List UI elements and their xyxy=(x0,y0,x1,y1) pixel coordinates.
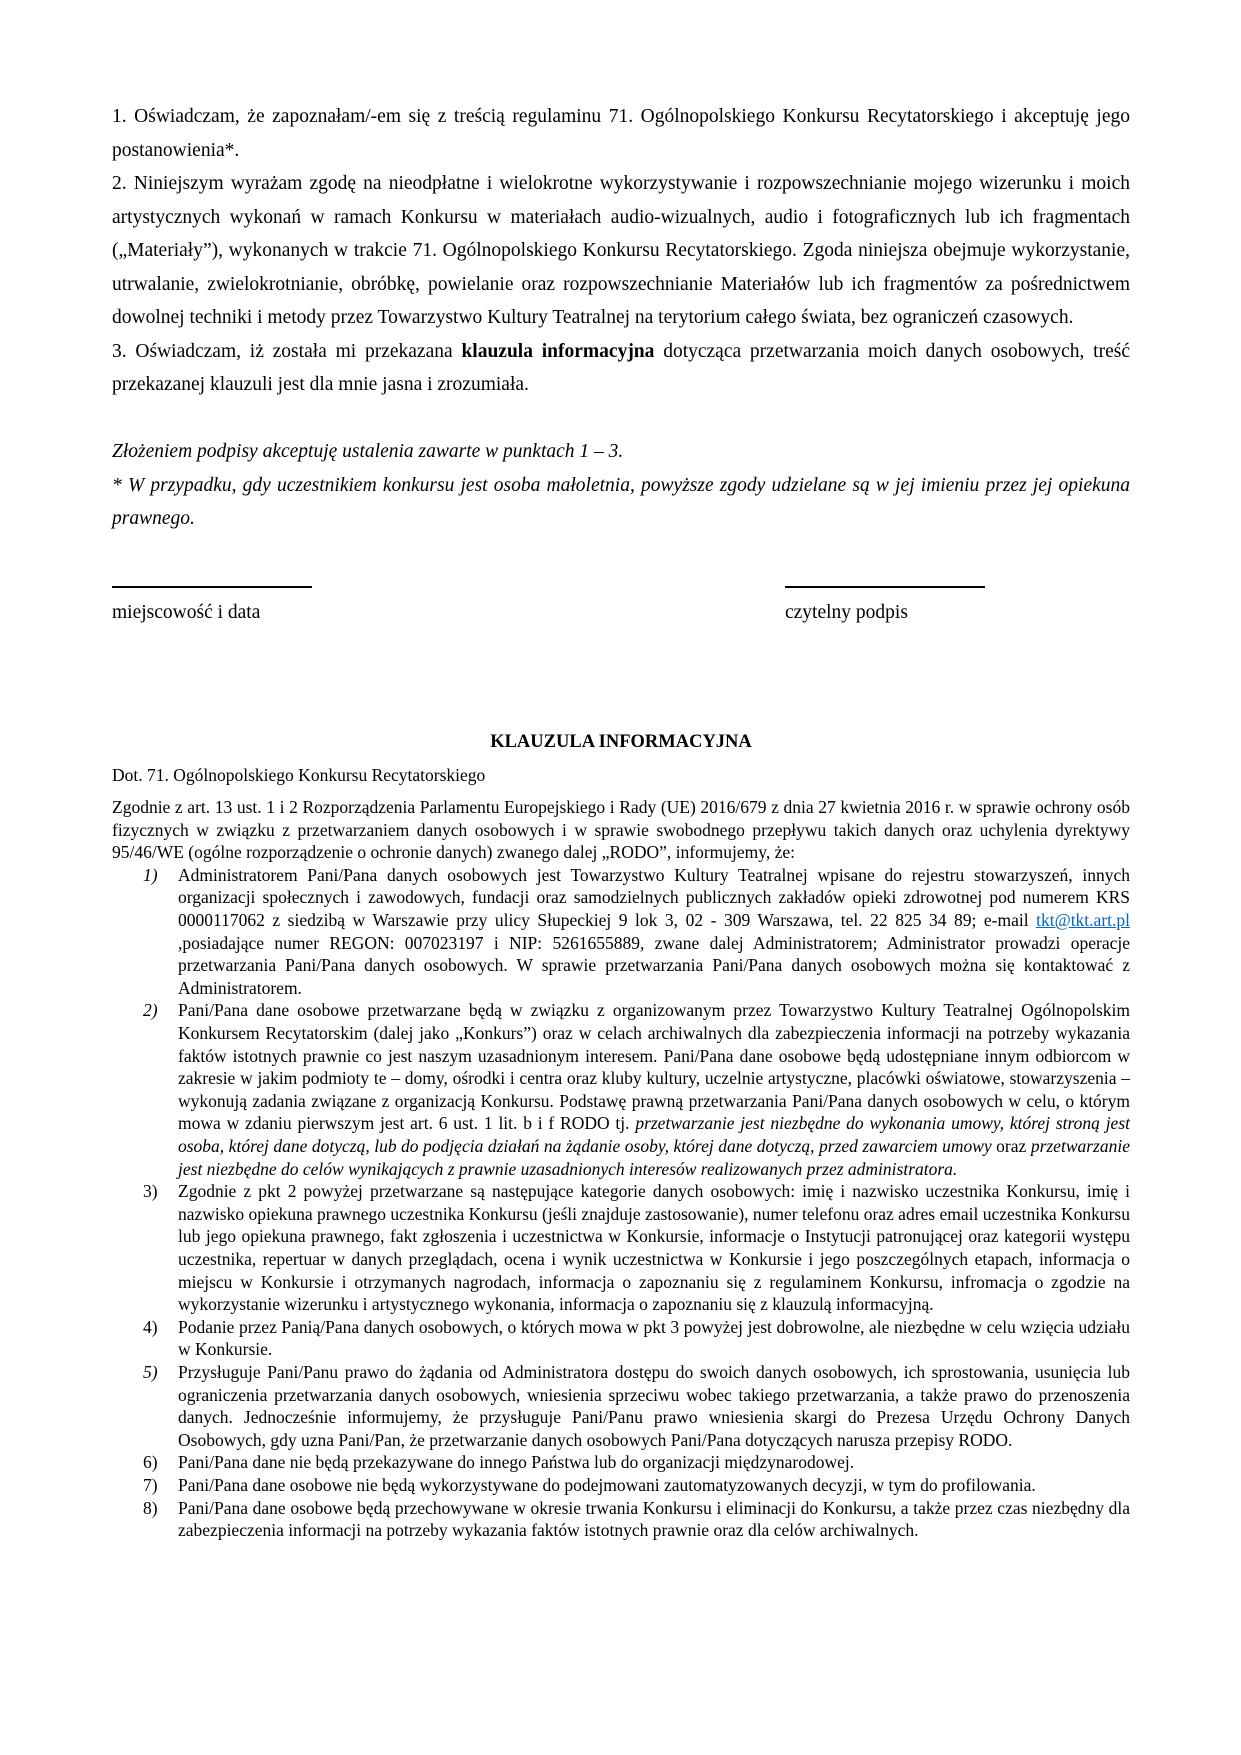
klauzula-item-4 xyxy=(112,1316,1130,1361)
klauzula-list xyxy=(112,864,1130,1542)
klauzula-item-8 xyxy=(112,1497,1130,1542)
text-run: 1. Oświadczam, że zapoznałam/-em się z treścią regulaminu 71. Ogólnopolskiego Konkursu Recytatorskiego i akceptuję jego postanowienia*. xyxy=(112,106,1130,161)
acceptance-note xyxy=(112,435,1130,469)
klauzula-intro xyxy=(112,796,1130,864)
item-text xyxy=(178,1475,1036,1495)
klauzula-item-7 xyxy=(112,1474,1130,1497)
signature-area xyxy=(112,586,1130,682)
text-run: Pani/Pana dane nie będą przekazywane do innego Państwa lub do organizacji międzynarodowej. xyxy=(178,1452,855,1473)
text-run: 2. Niniejszym wyrażam zgodę na nieodpłatne i wielokrotne wykorzystywanie i rozpowszechnianie mojego wizerunku i moich artystycznych wykonań w ramach Konkursu w materiałach audio-wizualnych, audio i fotograficznych lub ich fragmentach („Materiały”), wykonanych w trakcie 71. Ogólnopolskiego Konkursu Recytatorskiego. Zgoda niniejsza obejmuje wykorzystanie, utrwalanie, zwielokrotnianie, obróbkę, powielanie oraz rozpowszechnianie Materiałów lub ich fragmentów za pośrednictwem dowolnej techniki i metody przez Towarzystwo Kultury Teatralnej na terytorium całego świata, bez ograniczeń czasowych. xyxy=(112,173,1130,328)
consent-paragraph-2 xyxy=(112,167,1130,335)
klauzula-section xyxy=(112,730,1130,1542)
item-marker: 2) xyxy=(143,1000,158,1021)
text-run: dotycząca przetwarzania moich danych osobowych, treść przekazanej klauzuli jest dla mnie jasna i zrozumiała. xyxy=(112,340,1130,395)
text-run: przetwarzanie jest niezbędne do celów wynikających z prawnie uzasadnionych interesów realizowanych przez administratora. xyxy=(178,1136,1130,1179)
item-marker: 7) xyxy=(143,1474,158,1495)
text-run: Podanie przez Panią/Pana danych osobowych, o których mowa w pkt 3 powyżej jest dobrowolne, ale niezbędne w celu wzięcia udziału w Konkursie. xyxy=(178,1316,1130,1360)
consent-paragraph-3 xyxy=(112,335,1130,402)
klauzula-title: KLAUZULA INFORMACYJNA xyxy=(490,731,752,752)
signature-line-place-date[interactable] xyxy=(112,586,312,588)
item-marker: 6) xyxy=(143,1452,158,1473)
signature-line-signature[interactable] xyxy=(785,586,985,588)
item-text xyxy=(178,1317,1130,1360)
text-run: Pani/Pana dane osobowe będą przechowywane w okresie trwania Konkursu i eliminacji do Konkursu, a także przez czas niezbędny dla zabezpieczenia informacji na potrzeby wykazania faktów istotnych prawnie oraz dla celów archiwalnych. xyxy=(178,1497,1130,1541)
text-run: * W przypadku, gdy uczestnikiem konkursu jest osoba małoletnia, powyższe zgody udzielane są w jej imieniu przez jej opiekuna prawnego. xyxy=(112,474,1130,529)
text-run: Pani/Pana dane osobowe przetwarzane będą w związku z organizowanym przez Towarzystwo Kultury Teatralnej Ogólnopolskim Konkursem Recytatorskim (dalej jako „Konkurs”) oraz w celach archiwalnych dla zabezpieczenia informacji na potrzeby wykazania faktów istotnych prawnie co jest naszym uzasadnionym interesem. Pani/Pana dane osobowe będą udostępniane innym odbiorcom w zakresie w jakim podmioty te – domy, ośrodki i centra oraz kluby kultury, uczelnie artystyczne, placówki oświatowe, stowarzyszenia – wykonują zadania związane z organizacją Konkursu. Podstawę prawną przetwarzania Pani/Pana danych osobowych w celu, o którym mowa w zdaniu pierwszym jest art. 6 ust. 1 lit. b i f RODO tj. xyxy=(178,1000,1130,1134)
item-marker: 8) xyxy=(143,1497,158,1518)
klauzula-item-3 xyxy=(112,1180,1130,1316)
minor-footnote xyxy=(112,469,1130,536)
text-run: Zgodnie z art. 13 ust. 1 i 2 Rozporządzenia Parlamentu Europejskiego i Rady (UE) 2016/679 z dnia 27 kwietnia 2016 r. w sprawie ochrony osób fizycznych w związku z przetwarzaniem danych osobowych i w sprawie swobodnego przepływu takich danych oraz uchylenia dyrektywy 95/46/WE (ogólne rozporządzenie o ochronie danych) zwanego dalej „RODO”, informujemy, że: xyxy=(112,797,1130,863)
text-run: Pani/Pana dane osobowe nie będą wykorzystywane do podejmowani zautomatyzowanych decyzji, w tym do profilowania. xyxy=(178,1474,1036,1495)
text-run: 3. Oświadczam, iż została mi przekazana xyxy=(112,340,462,362)
item-text xyxy=(178,1181,1130,1314)
signature-label-signature: czytelny podpis xyxy=(785,601,908,623)
text-run: klauzula informacyjna xyxy=(461,340,655,362)
item-marker: 5) xyxy=(143,1361,158,1382)
klauzula-subtitle: Dot. 71. Ogólnopolskiego Konkursu Recytatorskiego xyxy=(112,764,486,785)
text-run: przetwarzanie jest niezbędne do wykonania umowy, której stroną jest osoba, której dane dotyczą, lub do podjęcia działań na żądanie osoby, której dane dotyczą, przed zawarciem umowy xyxy=(178,1113,1130,1156)
signature-block-signature xyxy=(785,586,985,625)
item-text xyxy=(178,1362,1130,1450)
text-run: ,posiadające numer REGON: 007023197 i NIP: 5261655889, zwane dalej Administratorem; Administrator prowadzi operacje przetwarzania Pani/Pana danych osobowych. W sprawie przetwarzania Pani/Pana danych osobowych można się kontaktować z Administratorem. xyxy=(178,932,1130,998)
consent-notes xyxy=(112,435,1130,536)
klauzula-item-2 xyxy=(112,999,1130,1180)
klauzula-item-1 xyxy=(112,864,1130,1000)
consent-section xyxy=(112,100,1130,536)
consent-paragraph-1 xyxy=(112,100,1130,167)
text-run: Przysługuje Pani/Panu prawo do żądania od Administratora dostępu do swoich danych osobowych, ich sprostowania, usunięcia lub ograniczenia przetwarzania danych osobowych, wniesienia sprzeciwu wobec takiego przetwarzania, a także prawo do przenoszenia danych. Jednocześnie informujemy, że przysługuje Pani/Panu prawo wniesienia skargi do Prezesa Urzędu Ochrony Danych Osobowych, gdy uzna Pani/Pan, że przetwarzanie danych osobowych Pani/Pana dotyczących narusza przepisy RODO. xyxy=(178,1361,1130,1450)
signature-block-place-date xyxy=(112,586,312,625)
item-marker: 3) xyxy=(143,1181,158,1202)
item-text xyxy=(178,865,1130,998)
klauzula-item-5 xyxy=(112,1361,1130,1451)
text-run: oraz xyxy=(991,1136,1031,1156)
item-marker: 4) xyxy=(143,1316,158,1337)
item-text xyxy=(178,1000,1130,1178)
signature-label-place-date: miejscowość i data xyxy=(112,601,261,623)
item-text xyxy=(178,1452,854,1472)
klauzula-item-6 xyxy=(112,1451,1130,1474)
item-text xyxy=(178,1498,1130,1541)
text-run: Administratorem Pani/Pana danych osobowych jest Towarzystwo Kultury Teatralnej wpisane do rejestru stowarzyszeń, innych organizacji społecznych i zawodowych, fundacji oraz samodzielnych publicznych zakładów opieki zdrowotnej pod numerem KRS 0000117062 z siedzibą w Warszawie przy ulicy Słupeckiej 9 lok 3, 02 - 309 Warszawa, tel. 22 825 34 89; e-mail xyxy=(178,864,1130,931)
item-marker: 1) xyxy=(143,864,158,885)
text-run: Zgodnie z pkt 2 powyżej przetwarzane są następujące kategorie danych osobowych: imię i nazwisko uczestnika Konkursu, imię i nazwisko opiekuna prawnego uczestnika Konkursu (jeśli znajduje zastosowanie), numer telefonu oraz adres email uczestnika Konkursu lub jego opiekuna prawnego, fakt zgłoszenia i uczestnictwa w Konkursie, informacje o Instytucji patronującej oraz kategorii występu uczestnika, repertuar w danych przeglądach, ocena i wynik uczestnictwa w Konkursie i jego poszczególnych etapach, informacja o miejscu w Konkursie i otrzymanych nagrodach, informacja o zapoznaniu się z regulaminem Konkursu, infromacja o zgodzie na wykorzystanie wizerunku i artystycznego wykonania, informacja o zapoznaniu się z klauzulą informacyjną. xyxy=(178,1181,1130,1315)
text-run: Złożeniem podpisy akceptuję ustalenia zawarte w punktach 1 – 3. xyxy=(112,441,624,462)
email-link[interactable]: tkt@tkt.art.pl xyxy=(1036,910,1130,931)
